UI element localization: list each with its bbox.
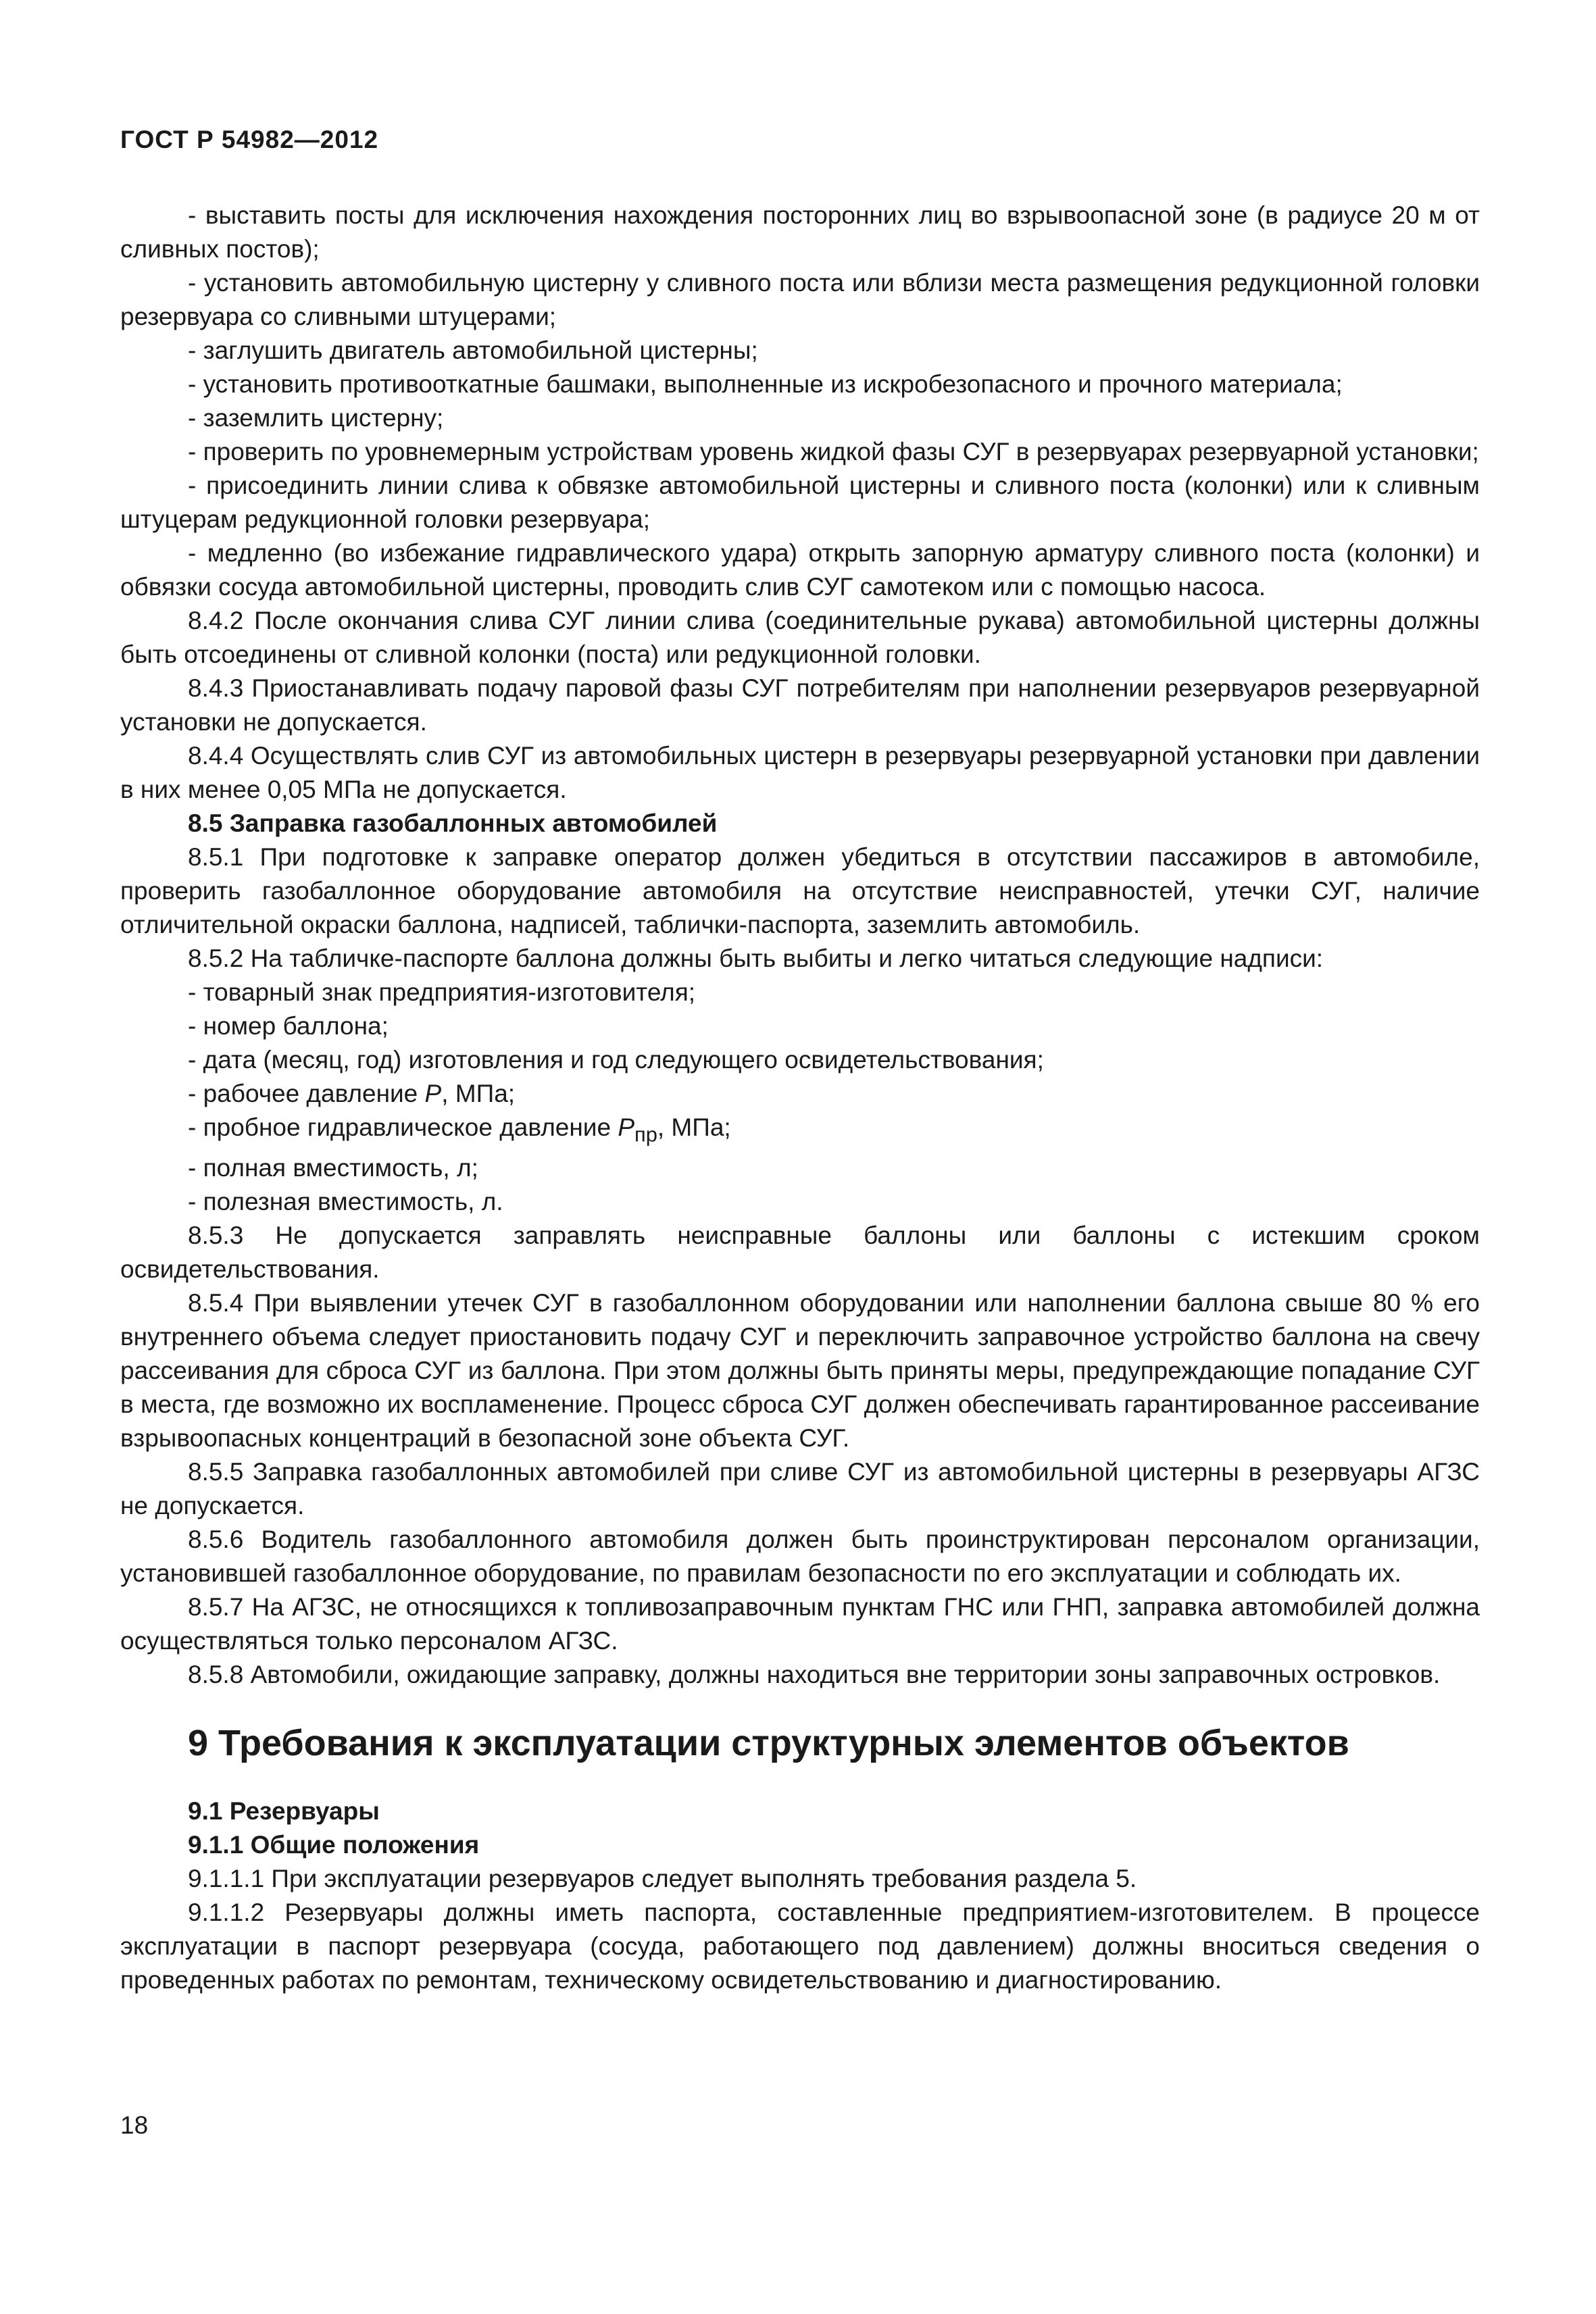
variable: Р — [424, 1080, 442, 1107]
list-item: - номер баллона; — [188, 1012, 389, 1040]
paragraph: - установить автомобильную цистерну у сливного поста или вблизи места размещения редукционной головки резервуара со сливными штуцерами; — [120, 269, 1480, 330]
subscript: пр — [634, 1122, 657, 1147]
list-item: - дата (месяц, год) изготовления и год следующего освидетельствования; — [188, 1046, 1044, 1074]
paragraph: 8.4.3 Приостанавливать подачу паровой фазы СУГ потребителям при наполнении резервуаров резервуарной установки не допускается. — [120, 674, 1480, 736]
paragraph: 8.5.2 На табличке-паспорте баллона должны быть выбиты и легко читаться следующие надписи: — [188, 945, 1324, 972]
paragraph: - установить противооткатные башмаки, выполненные из искробезопасного и прочного материала; — [188, 370, 1343, 398]
paragraph: 8.5.1 При подготовке к заправке оператор должен убедиться в отсутствии пассажиров в автомобиле, проверить газобаллонное оборудование автомобиля на отсутствие неисправностей, утечки СУГ, наличие отличительной окраски баллона, надписей, таблички-паспорта, заземлить автомобиль. — [120, 843, 1480, 938]
text: , МПа; — [657, 1113, 731, 1141]
list-item-working-pressure — [120, 1077, 1480, 1111]
text: , МПа; — [441, 1080, 516, 1107]
section-heading: 9 Требования к эксплуатации структурных элементов объектов — [188, 1723, 1349, 1764]
paragraph: 8.5.8 Автомобили, ожидающие заправку, должны находиться вне территории зоны заправочных островков. — [188, 1661, 1441, 1689]
paragraph: 9.1.1.2 Резервуары должны иметь паспорта, составленные предприятием-изготовителем. В процессе эксплуатации в паспорт резервуара (сосуда, работающего под давлением) должны вноситься сведения о проведенных работах по ремонтам, техническому освидетельствованию и диагностированию. — [120, 1898, 1480, 1994]
paragraph: - заглушить двигатель автомобильной цистерны; — [188, 336, 758, 364]
page-number: 18 — [120, 2111, 149, 2139]
list-item: - полезная вместимость, л. — [188, 1188, 503, 1216]
paragraph: 8.4.4 Осуществлять слив СУГ из автомобильных цистерн в резервуары резервуарной установки при давлении в них менее 0,05 МПа не допускается. — [120, 742, 1480, 803]
paragraph: 9.1.1.1 При эксплуатации резервуаров следует выполнять требования раздела 5. — [188, 1865, 1137, 1893]
page-content — [120, 199, 1480, 1997]
paragraph: - заземлить цистерну; — [188, 404, 444, 432]
variable: Р — [618, 1113, 635, 1141]
paragraph: - проверить по уровнемерным устройствам уровень жидкой фазы СУГ в резервуарах резервуарной установки; — [188, 438, 1479, 466]
paragraph: 8.4.2 После окончания слива СУГ линии слива (соединительные рукава) автомобильной цистерны должны быть отсоединены от сливной колонки (поста) или редукционной головки. — [120, 607, 1480, 668]
paragraph: 8.5.6 Водитель газобаллонного автомобиля должен быть проинструктирован персоналом организации, установившей газобаллонное оборудование, по правилам безопасности по его эксплуатации и соблюдать их. — [120, 1526, 1480, 1588]
text: - пробное гидравлическое давление — [188, 1113, 618, 1141]
paragraph: - выставить посты для исключения нахождения посторонних лиц во взрывоопасной зоне (в радиусе 20 м от сливных постов); — [120, 201, 1480, 263]
subsection-title: 9.1 Резервуары — [188, 1797, 380, 1826]
paragraph: - медленно (во избежание гидравлического удара) открыть запорную арматуру сливного поста (колонки) и обвязки сосуда автомобильной цистерны, проводить слив СУГ самотеком или с помощью насоса. — [120, 539, 1480, 601]
subsection-title: 9.1.1 Общие положения — [188, 1831, 480, 1859]
subsection-title: 8.5 Заправка газобаллонных автомобилей — [188, 809, 718, 837]
list-item: - полная вместимость, л; — [188, 1154, 478, 1182]
paragraph: - присоединить линии слива к обвязке автомобильной цистерны и сливного поста (колонки) или к сливным штуцерам редукционной головки резервуара; — [120, 472, 1480, 533]
paragraph: 8.5.7 На АГЗС, не относящихся к топливозаправочным пунктам ГНС или ГНП, заправка автомобилей должна осуществляться только персоналом АГЗС. — [120, 1593, 1480, 1655]
text: - рабочее давление — [188, 1080, 425, 1107]
paragraph: 8.5.3 Не допускается заправлять неисправные баллоны или баллоны с истекшим сроком освидетельствования. — [120, 1222, 1480, 1284]
list-item-test-pressure — [120, 1111, 1480, 1151]
paragraph: 8.5.5 Заправка газобаллонных автомобилей при сливе СУГ из автомобильной цистерны в резервуары АГЗС не допускается. — [120, 1458, 1480, 1520]
document-header: ГОСТ Р 54982—2012 — [120, 126, 379, 153]
list-item: - товарный знак предприятия-изготовителя; — [188, 978, 696, 1006]
paragraph: 8.5.4 При выявлении утечек СУГ в газобаллонном оборудовании или наполнении баллона свыше 80 % его внутреннего объема следует приостановить подачу СУГ и переключить заправочное устройство баллона на свечу рассеивания для сброса СУГ из баллона. При этом должны быть приняты меры, предупреждающие попадание СУГ в места, где возможно их воспламенение. Процесс сброса СУГ должен обеспечивать гарантированное рассеивание взрывоопасных концентраций в безопасной зоне объекта СУГ. — [120, 1289, 1480, 1453]
